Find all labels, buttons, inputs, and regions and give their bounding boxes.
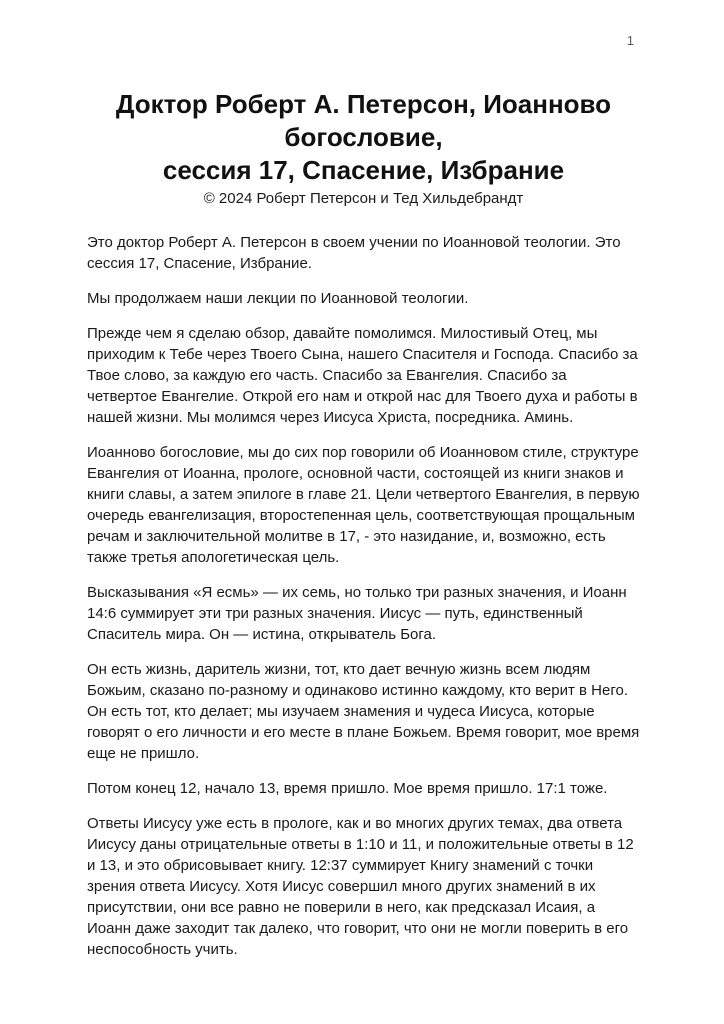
document-body [87, 232, 640, 960]
title-line-1: Доктор Роберт А. Петерсон, Иоанново [115, 89, 612, 119]
paragraph-life-giver: Он есть жизнь, даритель жизни, тот, кто дает вечную жизнь всем людям Божьим, сказано по-разному и одинаково истинно каждому, кто верит в Него. Он есть тот, кто делает; мы изучаем знамения и чудеса Иисуса, которые говорят о его личности и его месте в плане Божьем. Время говорит, мое время еще не пришло. [87, 661, 640, 762]
copyright-line: © 2024 Роберт Петерсон и Тед Хильдебрандт [203, 190, 524, 207]
title-line-3: сессия 17, Спасение, Избрание [162, 155, 565, 185]
title-line-2: богословие, [284, 122, 443, 152]
paragraph-time-has-come: Потом конец 12, начало 13, время пришло. Мое время пришло. 17:1 тоже. [87, 780, 608, 797]
paragraph-i-am-sayings: Высказывания «Я есмь» — их семь, но только три разных значения, и Иоанн 14:6 суммирует эти три разных значения. Иисус — путь, единственный Спаситель мира. Он — истина, открыватель Бога. [87, 584, 627, 643]
page-number: 1 [626, 33, 634, 48]
paragraph-responses-to-jesus: Ответы Иисусу уже есть в прологе, как и во многих других темах, два ответа Иисусу даны отрицательные ответы в 1:10 и 11, и положительные ответы в 12 и 13, и это обрисовывает книгу. 12:37 суммирует Книгу знамений с точки зрения ответа Иисусу. Хотя Иисус совершил много других знамений в их присутствии, они все равно не поверили в него, как предсказал Исаия, а Иоанн даже заходит так далеко, что говорит, что они не могли поверить в его неспособность учить. [87, 815, 634, 958]
paragraph-session-intro: Это доктор Роберт А. Петерсон в своем учении по Иоанновой теологии. Это сессия 17, Спасение, Избрание. [87, 234, 621, 272]
paragraph-johannine-overview: Иоанново богословие, мы до сих пор говорили об Иоанновом стиле, структуре Евангелия от Иоанна, прологе, основной части, состоящей из книги знаков и книги славы, а затем эпилоге в главе 21. Цели четвертого Евангелия, в первую очередь евангелизация, второстепенная цель, соответствующая прощальным речам и заключительной молитве в 17, - это назидание, и, возможно, есть также третья апологетическая цель. [87, 444, 640, 566]
document-title [87, 88, 640, 187]
paragraph-lectures-continue: Мы продолжаем наши лекции по Иоанновой теологии. [87, 290, 469, 307]
paragraph-prayer: Прежде чем я сделаю обзор, давайте помолимся. Милостивый Отец, мы приходим к Тебе через Твоего Сына, нашего Спасителя и Господа. Спасибо за Твое слово, за каждую его часть. Спасибо за Евангелия. Спасибо за четвертое Евангелие. Открой его нам и открой нас для Твоего духа и работы в нашей жизни. Мы молимся через Иисуса Христа, посредника. Аминь. [87, 325, 638, 426]
